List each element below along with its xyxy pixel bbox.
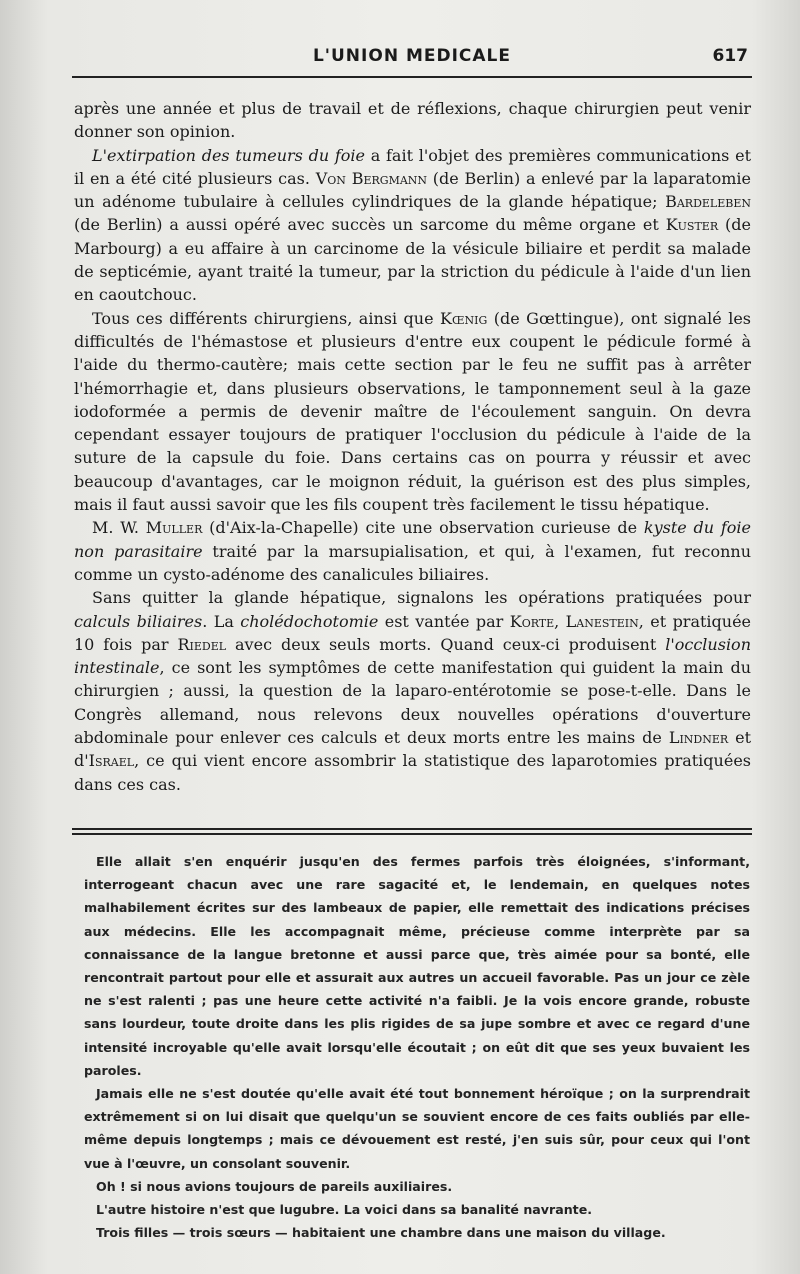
text-run: a fait l'objet des premières communications et il en a été cité plusieurs cas. bbox=[74, 145, 751, 188]
italic-phrase: kyste du foie non parasitaire bbox=[74, 518, 752, 561]
paragraph-2 bbox=[74, 144, 751, 307]
text-run: est vantée par bbox=[378, 611, 510, 631]
author-name: Riedel bbox=[177, 634, 227, 654]
author-name: Lanestein bbox=[565, 611, 639, 631]
italic-phrase: L'extirpation des tumeurs du foie bbox=[92, 145, 366, 165]
text-run: (de Gœttingue), ont signalé les difficultés de l'hémastose et plusieurs d'entre eux coupent le pédicule formé à l'aide du thermo-cautère; mais cette section par le feu ne suffit pas à arrêter l'hémorrhagie et, dans plusieurs observations, le tamponnement seul à la gaze iodoformée a permis de devenir maître de l'écoulement sanguin. On devra cependant essayer toujours de pratiquer l'occlusion du pédicule à l'aide de la suture de la capsule du foie. Dans certains cas on pourra y réussir et avec beaucoup d'avantages, car le moignon réduit, la guérison est des plus simples, mais il faut aussi savoir que les fils coupent très facilement le tissu hépatique. bbox=[74, 308, 751, 515]
feuilleton-section bbox=[84, 850, 750, 1244]
text-run: traité par la marsupialisation, et qui, à l'examen, fut reconnu comme un cysto-adénome des canalicules biliaires. bbox=[74, 541, 752, 584]
text-run: Tous ces différents chirurgiens, ainsi que bbox=[92, 308, 441, 328]
feuilleton-separator bbox=[72, 828, 752, 835]
author-name: Von Bergmann bbox=[315, 168, 428, 188]
author-name: Kuster bbox=[665, 215, 719, 235]
paragraph-4 bbox=[74, 516, 751, 586]
paragraph-3 bbox=[74, 307, 751, 517]
text-run: et d' bbox=[74, 728, 752, 771]
running-header bbox=[72, 42, 752, 70]
text-run: , ce qui vient encore assombrir la statistique des laparotomies pratiquées dans ces cas. bbox=[74, 751, 751, 794]
author-name: Korte bbox=[509, 611, 555, 631]
italic-phrase: calculs biliaires bbox=[74, 611, 203, 631]
text-run: avec deux seuls morts. Quand ceux-ci produisent bbox=[226, 634, 666, 654]
feuilleton-paragraph-4: L'autre histoire n'est que lugubre. La voici dans sa banalité navrante. bbox=[96, 1202, 593, 1218]
text-run: , et pratiquée 10 fois par bbox=[74, 611, 752, 654]
text-run: (d'Aix-la-Chapelle) cite une observation curieuse de bbox=[202, 518, 644, 538]
text-run: (de Berlin) a aussi opéré avec succès un sarcome du même organe et bbox=[74, 215, 666, 235]
italic-phrase: l'occlusion intestinale bbox=[74, 634, 751, 678]
italic-phrase: cholédochotomie bbox=[240, 611, 379, 631]
paragraph-1: après une année et plus de travail et de réflexions, chaque chirurgien peut venir donner son opinion. bbox=[74, 99, 751, 142]
paragraph-5 bbox=[74, 586, 751, 796]
text-run: , ce sont les symptômes de cette manifestation qui guident la main du chirurgien ; aussi, la question de la laparo-entérotomie se pose-t-elle. Dans le Congrès allemand, nous relevons deux nouvelles opérations d'ouverture abdominale pour enlever ces calculs et deux morts entre les mains de bbox=[74, 658, 751, 748]
text-run: , bbox=[554, 611, 566, 631]
page-number: 617 bbox=[712, 46, 748, 66]
header-rule bbox=[72, 76, 752, 78]
author-name: Muller bbox=[145, 518, 203, 538]
text-run: (de Marbourg) a eu affaire à un carcinome de la vésicule biliaire et perdit sa malade de septicémie, ayant traité la tumeur, par la striction du pédicule à l'aide d'un lien en caoutchouc. bbox=[74, 215, 751, 305]
article-body bbox=[74, 97, 751, 796]
author-name: Lindner bbox=[668, 728, 729, 748]
text-run: . La bbox=[202, 611, 241, 631]
feuilleton-paragraph-1: Elle allait s'en enquérir jusqu'en des fermes parfois très éloignées, s'informant, interrogeant chacun avec une rare sagacité et, le lendemain, en quelques notes malhabilement écrites sur des lambeaux de papier, elle remettait des indications précises aux médecins. Elle les accompagnait même, précieuse comme interprète par sa connaissance de la langue bretonne et aussi parce que, très aimée pour sa bonté, elle rencontrait partout pour elle et assurait aux autres un accueil favorable. Pas un jour ce zèle ne s'est ralenti ; pas une heure cette activité n'a faibli. Je la vois encore grande, robuste sans lourdeur, toute droite dans les plis rigides de sa jupe sombre et avec ce regard d'une intensité incroyable qu'elle avait lorsqu'elle écoutait ; on eût dit que ses yeux buvaient les paroles. bbox=[84, 854, 750, 1078]
author-name: Kœnig bbox=[440, 308, 488, 328]
author-name: Bardeleben bbox=[665, 192, 751, 212]
author-name: Israel bbox=[88, 751, 135, 771]
text-run: M. W. bbox=[92, 518, 146, 538]
feuilleton-paragraph-2: Jamais elle ne s'est doutée qu'elle avait été tout bonnement héroïque ; on la surprendrait extrêmement si on lui disait que quelqu'un se souvient encore de ces faits oubliés par elle-même depuis longtemps ; mais ce dévouement est resté, j'en suis sûr, pour ceux qui l'ont vue à l'œuvre, un consolant souvenir. bbox=[84, 1086, 750, 1171]
feuilleton-paragraph-3: Oh ! si nous avions toujours de pareils auxiliaires. bbox=[96, 1178, 453, 1194]
feuilleton-paragraph-5: Trois filles — trois sœurs — habitaient une chambre dans une maison du village. bbox=[96, 1225, 666, 1241]
text-run: (de Berlin) a enlevé par la laparatomie un adénome tubulaire à cellules cylindriques de la glande hépatique; bbox=[74, 168, 751, 212]
text-run: Sans quitter la glande hépatique, signalons les opérations pratiquées pour bbox=[92, 588, 751, 608]
journal-title: L'UNION MEDICALE bbox=[312, 46, 512, 66]
